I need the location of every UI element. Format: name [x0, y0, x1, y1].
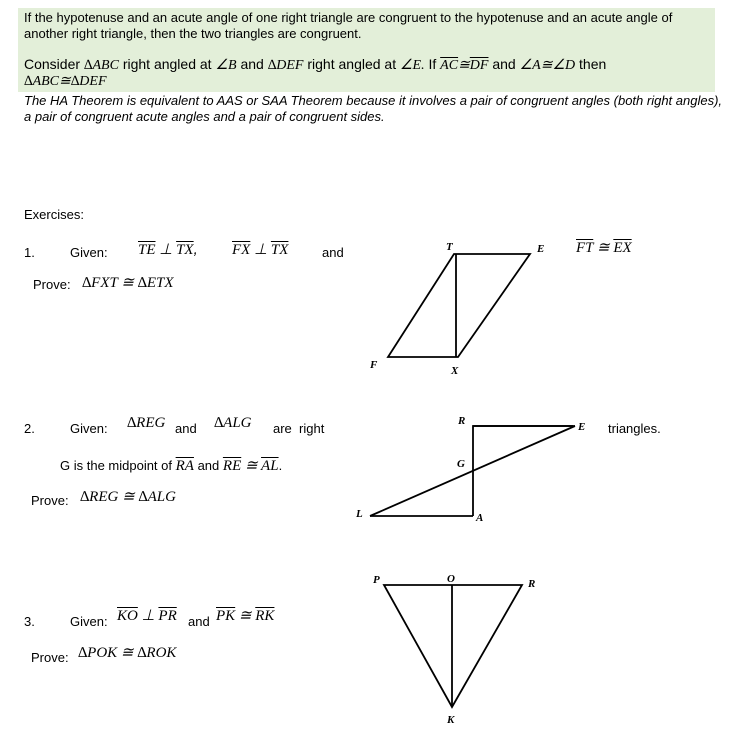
ex2-tri-reg: ∆REG [127, 415, 166, 431]
ex2-tri-alg: ∆ALG [214, 415, 252, 431]
ex1-prove-statement: ∆FXT ≅ ∆ETX [82, 275, 174, 291]
ex2-prove-label: Prove: [31, 493, 69, 508]
ex2-triangles: triangles. [608, 421, 661, 436]
ex3-given-1: $\overline{KO}$ ⊥ $\overline{PR}$ [117, 608, 177, 624]
ex1-parallelogram [388, 254, 530, 357]
ex2-given-label: Given: [70, 421, 108, 436]
ex3-label-o: O [447, 573, 455, 585]
ex3-and: and [188, 614, 210, 629]
ex1-given-1: $\overline{TE}$ ⊥ $\overline{TX}$, [138, 241, 198, 258]
ex2-prove-statement: ∆REG ≅ ∆ALG [80, 489, 176, 505]
ex1-number: 1. [24, 245, 35, 260]
ex3-number: 3. [24, 614, 35, 629]
ex2-number: 2. [24, 421, 35, 436]
ex2-label-r: R [458, 415, 466, 427]
ex3-prove-label: Prove: [31, 650, 69, 665]
ex2-and: and [175, 421, 197, 436]
ex2-given-2: G is the midpoint of $\overline{RA}$ and $\overline{RE}$ ≅ $\overline{AL}$. [60, 458, 283, 474]
ex1-label-f: F [370, 359, 378, 371]
ex2-label-e: E [578, 421, 586, 433]
theorem-consider: Consider ∆ABC right angled at ∠B and ∆DEF right angled at ∠E. If $\overline{AC}≅\overline{DF}$ and ∠A≅∠D then [24, 56, 607, 73]
ex2-label-a: A [476, 512, 484, 524]
ex2-label-g: G [457, 458, 465, 470]
ex1-given-3: $\overline{FT}$ ≅ $\overline{EX}$ [576, 240, 632, 256]
ex2-are-right: are right [273, 421, 325, 436]
ex1-given-2: $\overline{FX}$ ⊥ $\overline{TX}$ [232, 242, 289, 258]
ex3-given-2: $\overline{PK}$ ≅ $\overline{RK}$ [216, 608, 275, 624]
ex1-and: and [322, 245, 344, 260]
theorem-note: The HA Theorem is equivalent to AAS or SAA Theorem because it involves a pair of congruent angles (both right angles), a pair of congruent acute angles and a pair of congruent sides. [24, 93, 723, 124]
ex3-triangle [384, 585, 522, 707]
theorem-statement: If the hypotenuse and an acute angle of one right triangle are congruent to the hypotenuse and an acute angle of another right triangle, then the two triangles are congruent. [24, 10, 673, 41]
ex1-label-x: X [451, 365, 459, 377]
ex3-label-r: R [528, 578, 536, 590]
ex1-given-label: Given: [70, 245, 108, 260]
ex1-label-t: T [446, 241, 453, 253]
ex3-prove-statement: ∆POK ≅ ∆ROK [78, 645, 177, 661]
exercises-title: Exercises: [24, 207, 84, 222]
ex2-right-triangle-top [473, 426, 573, 516]
ex1-prove-label: Prove: [33, 277, 71, 292]
ex3-label-k: K [447, 714, 455, 726]
ex3-given-label: Given: [70, 614, 108, 629]
ex3-label-p: P [373, 574, 380, 586]
ex1-label-e: E [537, 243, 545, 255]
ex2-label-l: L [356, 508, 363, 520]
theorem-conclusion: ∆ABC≅∆DEF [24, 74, 107, 89]
